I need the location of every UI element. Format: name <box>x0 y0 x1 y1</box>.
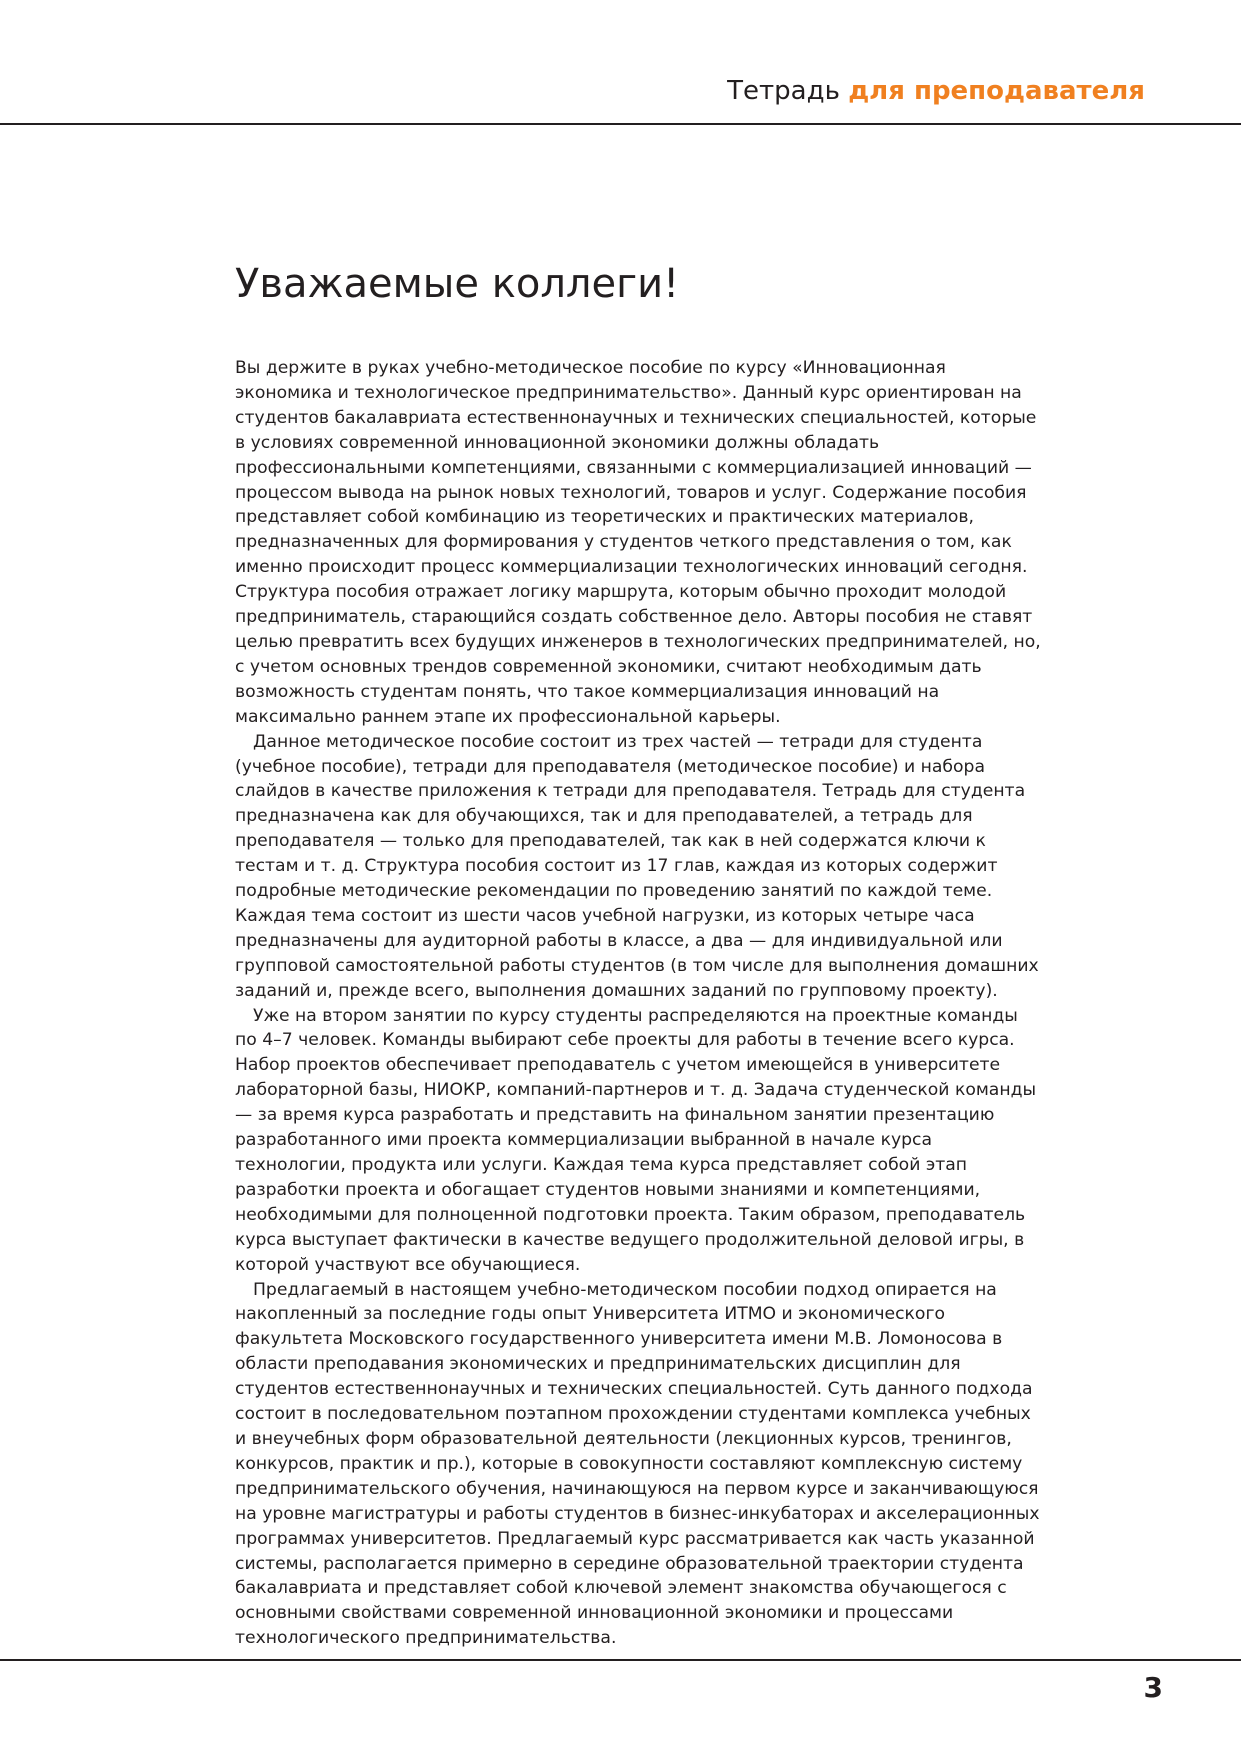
body-text <box>235 356 1045 1651</box>
paragraph-3: Уже на втором занятии по курсу студенты распределяются на проектные команды по 4–7 человек. Команды выбирают себе проекты для работы в течение всего курса. Набор проектов обеспечивает преподаватель с учетом имеющейся в университете лабораторной базы, НИОКР, компаний-партнеров и т. д. Задача студенческой команды — за время курса разработать и представить на финальном занятии презентацию разработанного ими проекта коммерциализации выбранной в начале курса технологии, продукта или услуги. Каждая тема курса представляет собой этап разработки проекта и обогащает студентов новыми знаниями и компетенциями, необходимыми для полноценной подготовки проекта. Таким образом, преподаватель курса выступает фактически в качестве ведущего продолжительной деловой игры, в которой участвуют все обучающиеся. <box>235 1005 1037 1275</box>
paragraph-2: Данное методическое пособие состоит из трех частей — тетради для студента (учебное пособие), тетради для преподавателя (методическое пособие) и набора слайдов в качестве приложения к тетради для преподавателя. Тетрадь для студента предназначена как для обучающихся, так и для преподавателей, а тетрадь для преподавателя — только для преподавателей, так как в ней содержатся ключи к тестам и т. д. Структура пособия состоит из 17 глав, каждая из которых содержит подробные методические рекомендации по проведению занятий по каждой теме. Каждая тема состоит из шести часов учебной нагрузки, из которых четыре часа предназначены для аудиторной работы в классе, а два — для индивидуальной или групповой самостоятельной работы студентов (в том числе для выполнения домашних заданий и, прежде всего, выполнения домашних заданий по групповому проекту). <box>235 731 1039 1001</box>
paragraph-1: Вы держите в руках учебно-методическое пособие по курсу «Инновационная экономика и технологическое предпринимательство». Данный курс ориентирован на студентов бакалавриата естественнонаучных и технических специальностей, которые в условиях современной инновационной экономики должны обладать профессиональными компетенциями, связанными с коммерциализацией инноваций — процессом вывода на рынок новых технологий, товаров и услуг. Содержание пособия представляет собой комбинацию из теоретических и практических материалов, предназначенных для формирования у студентов четкого представления о том, как именно происходит процесс коммерциализации технологических инноваций сегодня. Структура пособия отражает логику маршрута, которым обычно проходит молодой предприниматель, старающийся создать собственное дело. Авторы пособия не ставят целью превратить всех будущих инженеров в технологических предпринимателей, но, с учетом основных трендов современной экономики, считают необходимым дать возможность студентам понять, что такое коммерциализация инноваций на максимально раннем этапе их профессиональной карьеры. <box>235 358 1041 727</box>
header-divider <box>0 123 1241 125</box>
footer-divider <box>0 1659 1241 1661</box>
running-header-prefix: Тетрадь <box>727 76 840 106</box>
page-number: 3 <box>1143 1671 1163 1704</box>
running-header <box>727 74 1145 108</box>
paragraph-4: Предлагаемый в настоящем учебно-методическом пособии подход опирается на накопленный за последние годы опыт Университета ИТМО и экономического факультета Московского государственного университета имени М.В. Ломоносова в области преподавания экономических и предпринимательских дисциплин для студентов естественнонаучных и технических специальностей. Суть данного подхода состоит в последовательном поэтапном прохождении студентами комплекса учебных и внеучебных форм образовательной деятельности (лекционных курсов, тренингов, конкурсов, практик и пр.), которые в совокупности составляют комплексную систему предпринимательского обучения, начинающуюся на первом курсе и заканчивающуюся на уровне магистратуры и работы студентов в бизнес-инкубаторах и акселерационных программах университетов. Предлагаемый курс рассматривается как часть указанной системы, располагается примерно в середине образовательной траектории студента бакалавриата и представляет собой ключевой элемент знакомства обучающегося с основными свойствами современной инновационной экономики и процессами технологического предпринимательства. <box>235 1279 1040 1649</box>
page-title: Уважаемые коллеги! <box>235 261 680 307</box>
running-header-accent: для преподавателя <box>848 76 1145 106</box>
